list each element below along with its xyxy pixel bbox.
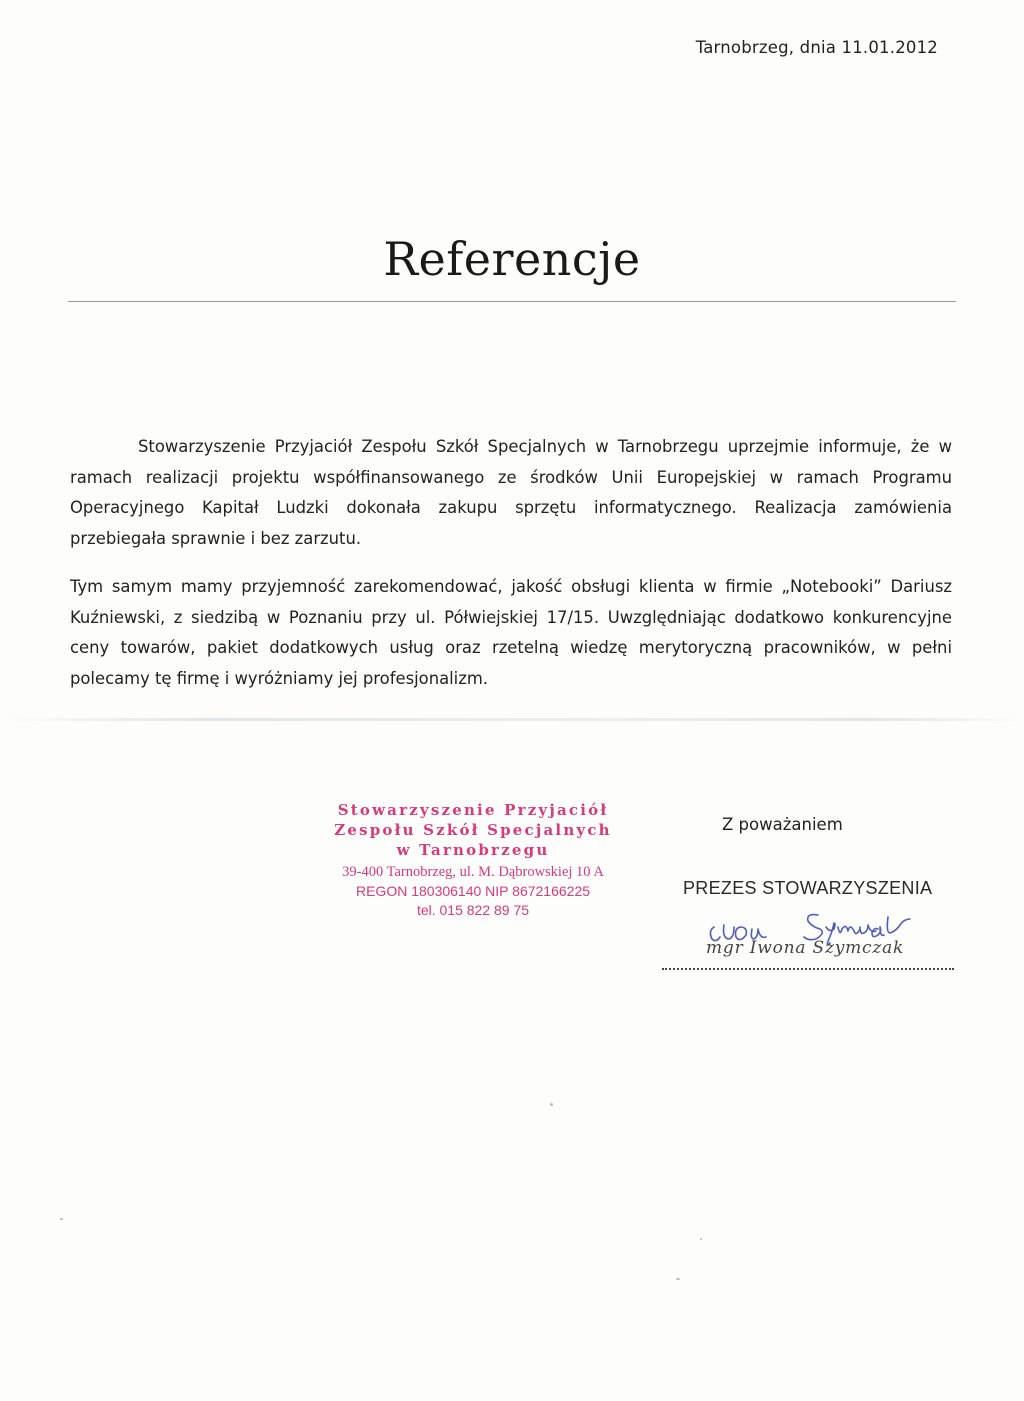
scan-speck [550, 1103, 553, 1106]
organization-stamp [318, 800, 628, 920]
document-title: Referencje [383, 232, 641, 286]
stamp-registry: REGON 180306140 NIP 8672166225 [355, 883, 591, 899]
closing-phrase: Z poważaniem [722, 815, 843, 834]
scan-speck [700, 1238, 702, 1240]
scan-fold-mark [0, 718, 1024, 721]
letter-body [70, 432, 952, 712]
stamp-line-3: w Tarnobrzegu [396, 841, 550, 859]
stamp-line-1: Stowarzyszenie Przyjaciół [337, 801, 609, 819]
stamp-line-2: Zespołu Szkół Specjalnych [334, 821, 612, 839]
scan-speck [676, 1278, 680, 1280]
signer-position: PREZES STOWARZYSZENIA [683, 878, 933, 898]
scan-speck [60, 1218, 63, 1220]
stamp-address: 39-400 Tarnobrzeg, ul. M. Dąbrowskiej 10 A [342, 864, 604, 880]
body-paragraph-1: Stowarzyszenie Przyjaciół Zespołu Szkół Specjalnych w Tarnobrzegu uprzejmie informuje, że w ramach realizacji projektu współfinansowanego ze środków Unii Europejskiej w ramach Programu Operacyjnego Kapitał Ludzki dokonała zakupu sprzętu informatycznego. Realizacja zamówienia przebiegała sprawnie i bez zarzutu. [70, 437, 952, 548]
signer-name: mgr Iwona Szymczak [706, 938, 905, 958]
signature-dotted-line [662, 968, 954, 970]
stamp-phone: tel. 015 822 89 75 [416, 902, 530, 918]
document-date: Tarnobrzeg, dnia 11.01.2012 [695, 38, 938, 57]
title-divider [68, 301, 956, 302]
body-paragraph-2: Tym samym mamy przyjemność zarekomendować, jakość obsługi klienta w firmie „Notebooki” Dariusz Kuźniewski, z siedzibą w Poznaniu przy ul. Półwiejskiej 17/15. Uwzględniając dodatkowo konkurencyjne ceny towarów, pakiet dodatkowych usług oraz rzetelną wiedzę merytoryczną pracowników, w pełni polecamy tę firmę i wyróżniamy jej profesjonalizm. [70, 577, 952, 688]
